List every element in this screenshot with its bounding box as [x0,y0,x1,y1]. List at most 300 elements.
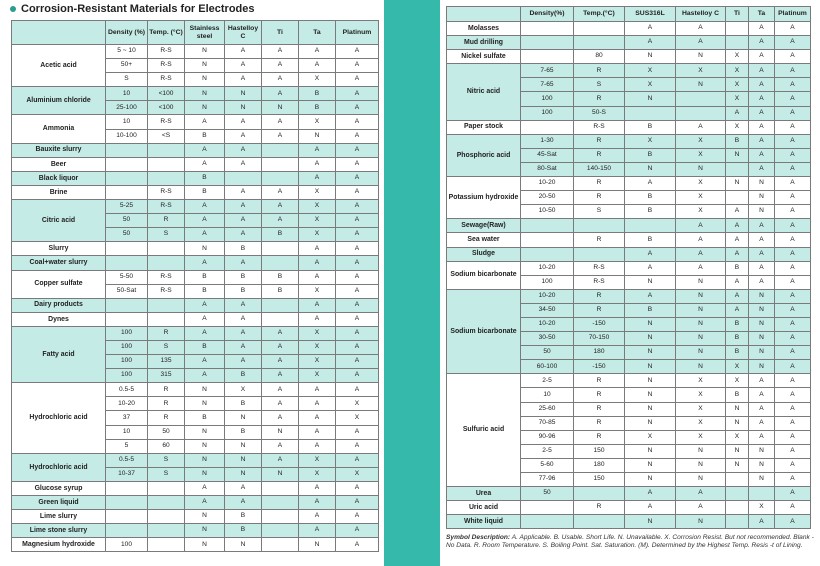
table-cell: N [625,388,676,402]
table-cell: R [148,326,185,340]
table-cell: A [262,369,299,383]
table-cell: N [625,374,676,388]
table-cell: 2-5 [521,374,574,388]
table-row [447,501,811,515]
table-cell: 10-20 [521,261,574,275]
table-cell: 10-20 [521,317,574,331]
table-cell: A [726,106,749,120]
header-density: Density(%) [521,7,574,22]
table-cell: 34-50 [521,303,574,317]
table-cell: A [749,416,775,430]
table-cell: A [775,191,811,205]
table-cell: N [299,129,336,143]
table-cell: A [336,355,379,369]
table-cell [521,515,574,529]
table-cell: N [225,439,262,453]
table-cell [148,510,185,524]
table-cell: A [775,247,811,261]
table-cell: A [775,303,811,317]
table-cell: 50 [521,346,574,360]
table-cell: X [676,177,726,191]
table-cell: -150 [574,360,625,374]
table-cell: X [336,467,379,481]
table-cell: B [625,233,676,247]
material-name: Acetic acid [12,45,106,87]
table-cell: A [336,129,379,143]
table-cell [106,524,148,538]
table-cell: A [225,355,262,369]
table-cell: B [726,332,749,346]
table-row [12,242,379,256]
table-cell [521,247,574,261]
table-cell: A [299,298,336,312]
table-cell [148,496,185,510]
table-cell [106,298,148,312]
table-cell [262,256,299,270]
table-cell [262,510,299,524]
table-cell: A [299,510,336,524]
table-cell: 37 [106,411,148,425]
table-cell: B [299,87,336,101]
table-cell: A [676,219,726,233]
table-cell: B [625,148,676,162]
table-cell: N [676,289,726,303]
table-cell [262,524,299,538]
table-row [12,157,379,171]
table-cell: B [185,284,225,298]
table-cell: A [262,397,299,411]
table-cell: B [225,284,262,298]
table-cell: A [225,200,262,214]
table-cell: N [676,78,726,92]
table-cell: B [185,270,225,284]
table-cell: X [625,134,676,148]
table-cell: N [625,275,676,289]
table-cell: A [225,59,262,73]
table-cell [726,22,749,36]
table-cell: B [262,284,299,298]
table-cell: 10 [521,388,574,402]
table-cell: A [185,157,225,171]
table-cell: A [299,496,336,510]
table-cell: N [625,416,676,430]
table-cell: X [299,453,336,467]
table-cell: A [775,332,811,346]
table-cell: A [336,340,379,354]
material-name: Phosphoric acid [447,134,521,176]
table-row [12,256,379,270]
table-cell: B [625,205,676,219]
table-cell: A [185,312,225,326]
table-cell: N [676,515,726,529]
table-cell: A [185,326,225,340]
material-name: Brine [12,185,106,199]
table-cell [148,524,185,538]
table-cell: B [185,129,225,143]
table-row [12,524,379,538]
table-cell: A [749,430,775,444]
table-cell: N [676,275,726,289]
table-cell [106,171,148,185]
table-cell: A [336,59,379,73]
table-cell: 0.5-5 [106,453,148,467]
table-cell: N [185,383,225,397]
table-cell: 20-50 [521,191,574,205]
table-cell [521,219,574,233]
table-cell: 100 [521,275,574,289]
table-cell: X [726,78,749,92]
table-row [12,383,379,397]
symbol-description-title: Symbol Description: [446,534,511,541]
material-name: Bauxite slurry [12,143,106,157]
material-name: Ammonia [12,115,106,143]
table-cell: 10 [106,425,148,439]
table-cell: N [262,425,299,439]
header-platinum: Platinum [336,21,379,45]
table-cell: X [676,134,726,148]
table-row [447,261,811,275]
table-cell: N [625,473,676,487]
table-cell: A [262,411,299,425]
table-cell: N [726,177,749,191]
table-cell: A [775,92,811,106]
table-cell: A [775,501,811,515]
table-cell: S [148,340,185,354]
table-cell [148,312,185,326]
table-cell: 100 [106,538,148,552]
table-cell: N [676,458,726,472]
table-cell [521,501,574,515]
table-row [447,515,811,529]
table-cell: A [185,298,225,312]
table-cell: A [299,383,336,397]
table-cell: A [262,87,299,101]
table-cell: N [225,101,262,115]
table-cell: A [336,284,379,298]
table-cell: N [625,332,676,346]
table-cell: A [336,298,379,312]
table-cell: A [299,312,336,326]
table-cell: A [749,388,775,402]
table-cell: N [185,538,225,552]
header-stainless-steel: Stainless steel [185,21,225,45]
table-cell [676,92,726,106]
table-cell: R-S [148,200,185,214]
table-cell: 10-20 [106,397,148,411]
table-cell: 7-65 [521,78,574,92]
table-cell: A [676,501,726,515]
table-cell: A [336,115,379,129]
table-cell: A [749,78,775,92]
table-cell: 180 [574,346,625,360]
material-name: Mud drilling [447,36,521,50]
table-cell: A [336,185,379,199]
table-cell: R [574,289,625,303]
material-name: Sludge [447,247,521,261]
table-cell: A [299,256,336,270]
table-cell: B [225,242,262,256]
table-cell: B [225,369,262,383]
table-cell: N [749,317,775,331]
table-cell: X [676,388,726,402]
table-cell: A [775,64,811,78]
table-cell [148,481,185,495]
table-cell: X [625,430,676,444]
table-cell: N [726,416,749,430]
table-cell: A [625,247,676,261]
table-cell: R [574,388,625,402]
table-cell [521,50,574,64]
table-cell: R [574,303,625,317]
table-cell: A [225,129,262,143]
table-cell [726,36,749,50]
header-platinum: Platinum [775,7,811,22]
table-cell: 70-150 [574,332,625,346]
table-cell: A [749,162,775,176]
table-row [447,289,811,303]
table-cell: A [726,219,749,233]
table-cell: R [148,411,185,425]
material-name: Fatty acid [12,326,106,382]
table-cell: A [749,148,775,162]
table-cell: A [185,369,225,383]
table-cell: A [262,355,299,369]
table-cell: A [775,134,811,148]
table-cell: A [775,289,811,303]
material-name: Nickel sulfate [447,50,521,64]
table-row [447,374,811,388]
table-cell: A [336,270,379,284]
table-cell: A [775,430,811,444]
table-cell: A [336,256,379,270]
table-cell: S [148,228,185,242]
table-cell: 10-37 [106,467,148,481]
table-cell: A [775,162,811,176]
table-cell [521,22,574,36]
table-cell: A [299,411,336,425]
table-cell: N [749,473,775,487]
material-name: Urea [447,487,521,501]
table-cell: A [225,157,262,171]
table-cell: A [749,22,775,36]
header-hastelloy-c: Hastelloy C [676,7,726,22]
table-cell: 150 [574,444,625,458]
table-cell: 150 [574,473,625,487]
table-cell: A [749,374,775,388]
table-row [12,200,379,214]
table-cell: X [726,430,749,444]
page-title-text: Corrosion-Resistant Materials for Electrodes [21,3,255,15]
table-cell: N [262,467,299,481]
table-cell: B [225,270,262,284]
table-cell: A [625,22,676,36]
table-cell: A [225,185,262,199]
table-cell: 60 [148,439,185,453]
table-cell: A [336,200,379,214]
table-cell: 50+ [106,59,148,73]
table-cell: N [625,92,676,106]
table-cell: B [726,346,749,360]
table-cell: X [299,200,336,214]
table-cell [574,515,625,529]
header-material [12,21,106,45]
table-cell: N [749,289,775,303]
table-cell: R-S [574,261,625,275]
material-name: Sea water [447,233,521,247]
table-cell: 10-100 [106,129,148,143]
material-name: Lime slurry [12,510,106,524]
table-row [12,496,379,510]
table-cell: N [625,402,676,416]
table-cell: A [775,346,811,360]
table-cell: A [775,416,811,430]
table-cell [225,171,262,185]
table-cell: A [676,233,726,247]
material-name: Glucose syrup [12,481,106,495]
table-cell: B [726,388,749,402]
right-materials-table [446,6,811,529]
header-ta: Ta [749,7,775,22]
table-cell [106,481,148,495]
table-cell: 100 [521,92,574,106]
table-row [447,134,811,148]
table-cell: N [676,317,726,331]
table-cell: 50-S [574,106,625,120]
table-cell: A [775,515,811,529]
table-cell [106,242,148,256]
material-name: Magnesium hydroxide [12,538,106,552]
table-cell: A [749,247,775,261]
table-cell: A [676,487,726,501]
table-cell: A [749,50,775,64]
table-row [12,87,379,101]
table-cell: N [749,346,775,360]
table-row [447,36,811,50]
table-cell: N [225,453,262,467]
table-cell: 5 [106,439,148,453]
table-cell: 50-Sat [106,284,148,298]
table-cell: B [726,134,749,148]
material-name: Hydrochloric acid [12,383,106,453]
table-header-row [447,7,811,22]
table-cell: N [185,87,225,101]
table-cell: B [225,397,262,411]
table-cell [521,36,574,50]
table-row [447,22,811,36]
table-cell: N [262,101,299,115]
table-cell [148,171,185,185]
table-cell: N [749,177,775,191]
table-cell: N [185,101,225,115]
table-cell: 25-60 [521,402,574,416]
material-name: Green liquid [12,496,106,510]
table-cell [262,312,299,326]
table-cell: A [336,45,379,59]
table-cell: X [676,191,726,205]
table-row [447,177,811,191]
table-cell: A [185,496,225,510]
table-cell: A [336,87,379,101]
table-cell: A [775,205,811,219]
table-cell: A [262,45,299,59]
table-row [447,219,811,233]
table-cell: X [299,355,336,369]
table-cell: A [336,73,379,87]
table-cell [262,157,299,171]
table-cell: A [262,200,299,214]
table-cell: N [676,303,726,317]
table-cell: X [726,120,749,134]
table-row [447,487,811,501]
table-cell: N [676,162,726,176]
table-cell: 50 [106,228,148,242]
table-row [447,64,811,78]
table-cell: B [625,120,676,134]
table-cell: N [726,148,749,162]
table-cell [262,171,299,185]
table-row [12,45,379,59]
table-cell: A [749,275,775,289]
table-cell: N [625,346,676,360]
table-cell: R [148,214,185,228]
table-cell: N [749,444,775,458]
table-row [12,510,379,524]
material-name: Aluminium chloride [12,87,106,115]
table-cell: A [726,233,749,247]
table-cell [148,242,185,256]
table-cell: N [225,411,262,425]
table-cell [262,143,299,157]
table-cell: 10-20 [521,177,574,191]
material-name: Lime stone slurry [12,524,106,538]
table-cell: B [225,425,262,439]
table-row [447,120,811,134]
table-row [12,185,379,199]
table-cell: X [336,411,379,425]
symbol-description [446,534,814,550]
table-cell: 10-50 [521,205,574,219]
table-cell: 7-65 [521,64,574,78]
table-cell [726,162,749,176]
table-cell: B [625,191,676,205]
table-cell: B [726,317,749,331]
table-cell [574,487,625,501]
table-cell: R [574,134,625,148]
table-cell: A [299,59,336,73]
table-cell: X [299,369,336,383]
table-cell: N [676,332,726,346]
table-cell: B [299,101,336,115]
table-cell: A [336,171,379,185]
table-cell: N [749,205,775,219]
table-cell: N [749,303,775,317]
table-cell: 1-30 [521,134,574,148]
table-cell: B [185,185,225,199]
table-cell: S [148,453,185,467]
table-cell [148,256,185,270]
table-cell: X [726,374,749,388]
table-cell: A [336,312,379,326]
table-cell: A [299,171,336,185]
table-cell: X [676,205,726,219]
table-cell: A [262,115,299,129]
table-cell: R-S [148,73,185,87]
table-row [12,453,379,467]
table-cell: A [299,524,336,538]
table-cell: S [574,205,625,219]
table-cell [574,36,625,50]
material-name: White liquid [447,515,521,529]
